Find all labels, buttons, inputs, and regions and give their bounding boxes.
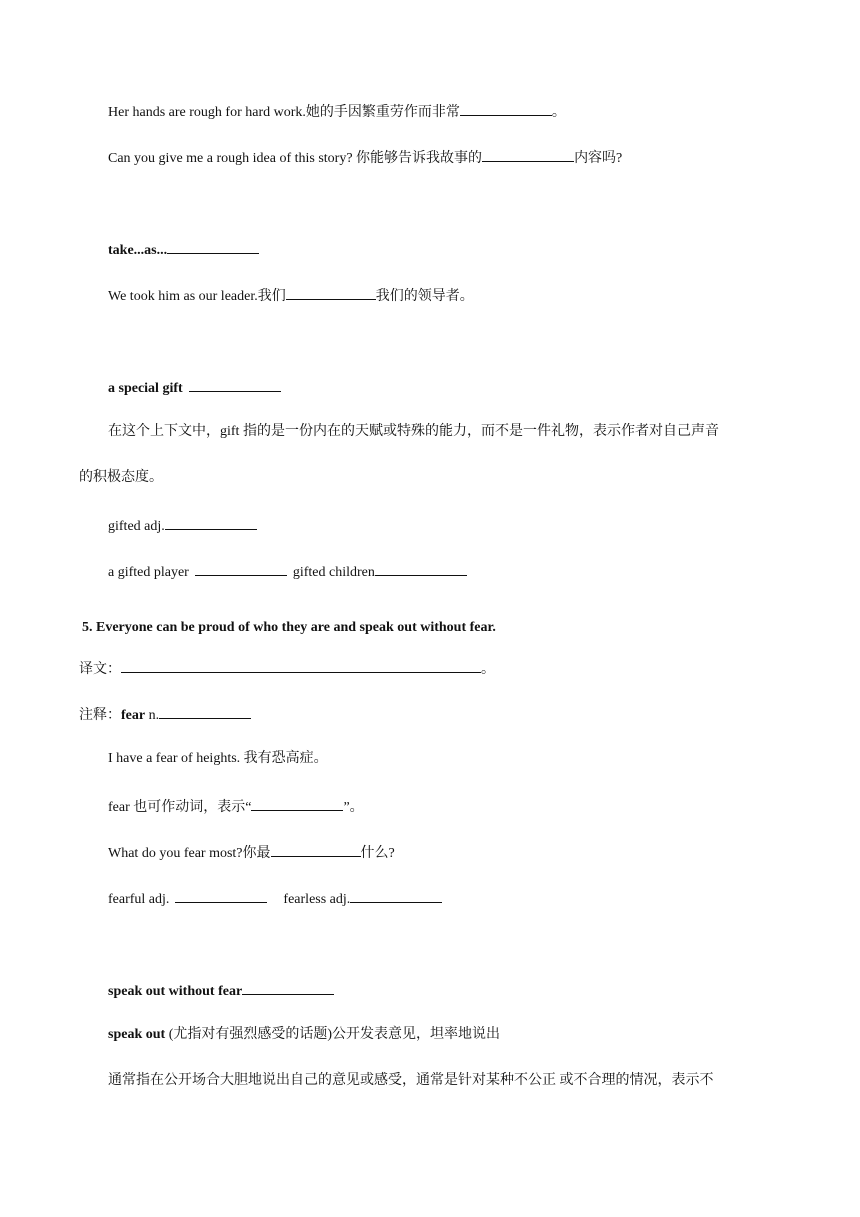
answer-blank[interactable] — [286, 285, 376, 300]
text: fear 也可作动词，表示“ — [108, 800, 252, 815]
phrases-gifted — [108, 561, 467, 582]
sentence-rough-idea — [108, 147, 622, 168]
words-fearful-fearless — [108, 888, 442, 909]
text: gifted children — [292, 565, 375, 580]
phrase-heading: speak out without fear — [108, 984, 243, 999]
phrase-heading: take...as... — [108, 243, 168, 258]
text: 。 — [481, 662, 495, 677]
keyword: speak out — [108, 1027, 166, 1042]
text: Can you give me a rough idea of this story? 你能够告诉我故事的 — [108, 151, 483, 166]
text: What do you fear most?你最 — [108, 846, 271, 861]
definition-speak-out — [108, 1026, 500, 1044]
text: fearful adj. — [108, 892, 170, 907]
sentence-fear-heights: I have a fear of heights. 我有恐高症。 — [108, 751, 328, 766]
text: Her hands are rough for hard work.她的手因繁重劳作而非常 — [108, 105, 460, 120]
text: ”。 — [343, 800, 364, 815]
answer-blank[interactable] — [251, 796, 343, 811]
sentence-fear-most — [108, 842, 395, 863]
sentence-fear-verb — [108, 796, 364, 817]
keyword: fear — [121, 708, 146, 723]
paragraph-gift-line1: 在这个上下文中，gift 指的是一份内在的天赋或特殊的能力，而不是一件礼物，表示作者对自己声音 — [108, 424, 719, 439]
answer-blank[interactable] — [482, 147, 574, 162]
answer-blank[interactable] — [175, 888, 267, 903]
answer-blank[interactable] — [165, 515, 257, 530]
answer-blank[interactable] — [242, 980, 334, 995]
sentence-rough-hands — [108, 101, 566, 122]
answer-blank[interactable] — [460, 101, 552, 116]
answer-blank[interactable] — [375, 561, 467, 576]
sentence-title: 5. Everyone can be proud of who they are and speak out without fear. — [82, 620, 496, 635]
text: n. — [145, 708, 160, 723]
phrase-take-as — [108, 239, 259, 260]
phrase-special-gift — [108, 377, 281, 398]
answer-blank[interactable] — [350, 888, 442, 903]
text: (尤指对有强烈感受的话题)公开发表意见，坦率地说出 — [165, 1027, 501, 1042]
word-gifted — [108, 515, 257, 536]
text: 。 — [551, 105, 566, 120]
translation-line — [79, 658, 495, 679]
label: 译文： — [79, 662, 121, 677]
text: 我们的领导者。 — [375, 289, 474, 304]
phrase-heading: a special gift — [108, 381, 183, 396]
label: 注释： — [79, 708, 121, 723]
answer-blank[interactable] — [189, 377, 281, 392]
paragraph-gift-line2: 的积极态度。 — [79, 470, 163, 485]
phrase-speak-out-without-fear — [108, 980, 334, 1001]
text: gifted adj. — [108, 519, 165, 534]
answer-blank[interactable] — [159, 704, 251, 719]
text: fearless adj. — [283, 892, 351, 907]
text: a gifted player — [108, 565, 189, 580]
answer-blank[interactable] — [271, 842, 361, 857]
paragraph-speak-out: 通常指在公开场合大胆地说出自己的意见或感受，通常是针对某种不公正 或不合理的情况，表示不 — [108, 1073, 714, 1088]
note-line — [79, 704, 251, 725]
answer-blank[interactable] — [167, 239, 259, 254]
sentence-heading-5 — [82, 619, 496, 637]
sentence-took-leader — [108, 285, 474, 306]
translation-blank[interactable] — [121, 658, 481, 673]
text: 内容吗? — [574, 151, 623, 166]
text: We took him as our leader.我们 — [108, 289, 286, 304]
text: 什么? — [360, 846, 395, 861]
answer-blank[interactable] — [195, 561, 287, 576]
